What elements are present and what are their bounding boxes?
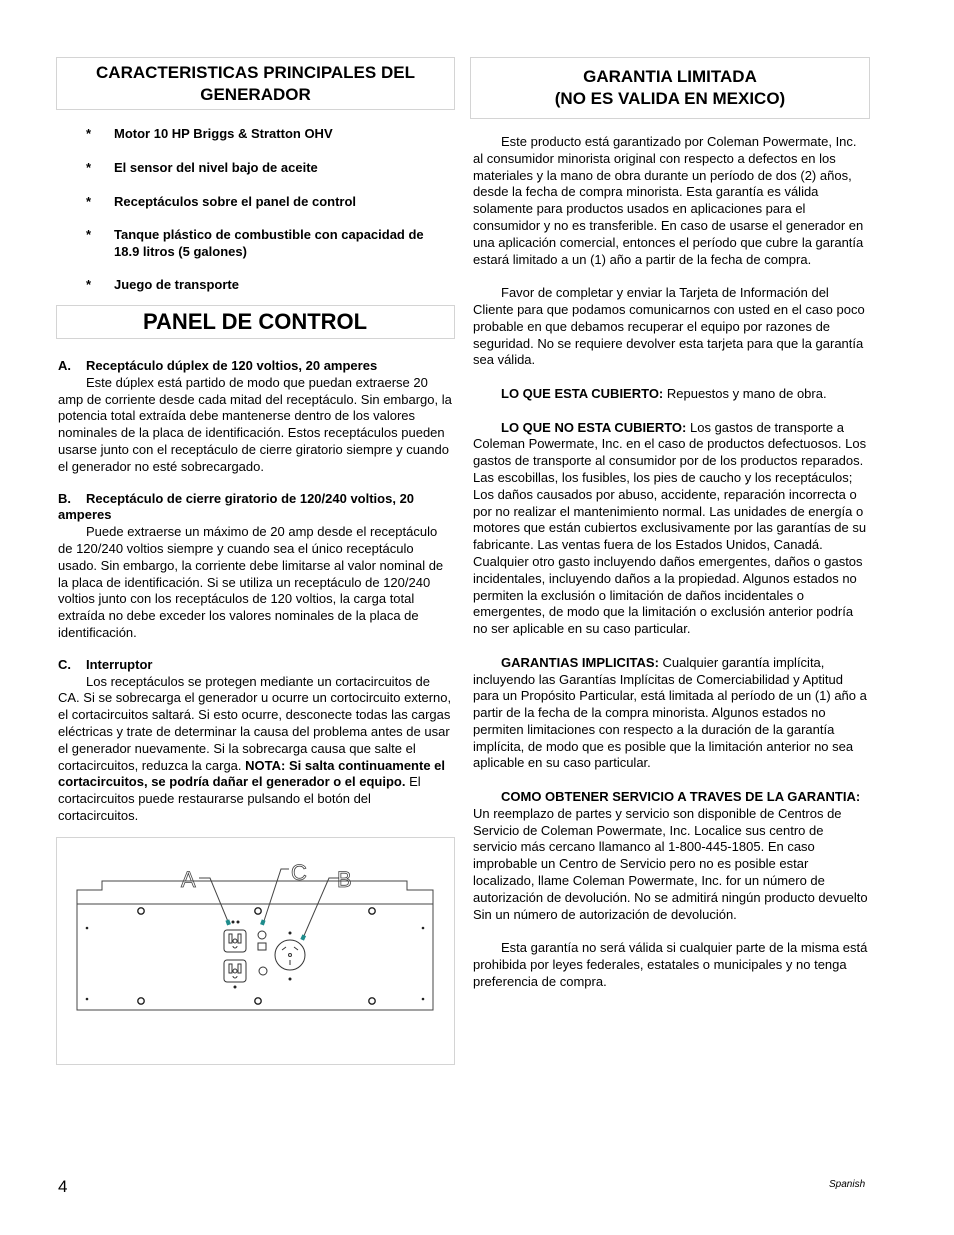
section-b-body: Puede extraerse un máximo de 20 amp desde el receptáculo de 120/240 voltios siempre y cuando sea el único receptáculo usado. Sin embargo, la corriente debe limitarse al valor nominal de la placa de identificación. Si se utiliza un receptáculo de 120/240 voltios junto con los receptáculos de 120 voltios, la carga total extraída no debe exceder los valores nominales de la placa de identificación. xyxy=(58,524,444,640)
diagram-label-a: A xyxy=(181,867,196,892)
section-c-body: Los receptáculos se protegen mediante un cortacircuitos de CA. Si se sobrecarga el generador u ocurre un cortocircuito externo, el cortacircuitos saltará. Si esto ocurre, desconecte todas las cargas eléctricas y trate de determinar la causa del problema antes de usar el generador nuevamente. Si la sobrecarga causa que salte el cortacircuitos, reduzca la carga. NOTA: Si salta continuamente el cortacircuitos, se podría dañar el generador o el equipo. El cortacircuitos puede restaurarse pulsando el botón del cortacircuitos. xyxy=(58,673,452,823)
section-c-note: NOTA: Si salta continuamente el cortacircuitos, se podría dañar el generador o el equipo. xyxy=(58,757,446,790)
warranty-title-box xyxy=(470,57,870,119)
features-title-box xyxy=(56,57,455,110)
diagram-label-b: B xyxy=(337,867,352,892)
panel-title: PANEL DE CONTROL xyxy=(143,309,368,334)
not-covered-paragraph: LO QUE NO ESTA CUBIERTO: Los gastos de transporte a Coleman Powermate, Inc. en el caso de productos defectuosos. Los gastos de transporte al consumidor por de los productos reparados. Las escobillas, los fusibles, los pies de caucho y los receptáculos; Los daños causados por abuso, accidente, reparación incorrecta o por no realizar el mantenimiento normal. Las unidades de energía o motores que están cubiertos exclusivamente por las garantías de su fabricante. Las ventas fuera de los Estados Unidos, Canadá. Cualquier otro gasto incluyendo daños emergentes, daños o gastos incidentales, incluyendo daños a la propiedad. Algunos estados no permiten la exclusión o limitación de daños incidentales o emergentes, de modo que la limitación o exclusión anterior podría no ser aplicable en su caso particular. xyxy=(473,419,867,637)
warranty-paragraph-2: Favor de completar y enviar la Tarjeta de Información del Cliente para que podamos comunicarnos con usted en el caso poco probable en que debamos recuperar el equipo por razones de seguridad. No se requiere devolver esta tarjeta para que la garantía sea válida. xyxy=(473,285,865,368)
page-number: 4 xyxy=(58,1177,68,1196)
warranty-title-line1: GARANTIA LIMITADA xyxy=(583,67,757,86)
diagram-label-c: C xyxy=(291,860,307,885)
implied-warranty-paragraph: GARANTIAS IMPLICITAS: Cualquier garantía implícita, incluyendo las Garantías Implícitas de Comerciabilidad y Aptitud para un Propósito Particular, está limitada al período de un (1) año a partir de la fecha de la compra minorista. Algunos estados no permiten limitaciones con respecto a la duración de la garantía implícita, de modo que es posible que la limitación anterior no sea aplicable en su caso particular. xyxy=(473,654,867,771)
panel-title-box xyxy=(56,305,455,339)
section-c-heading: C. Interruptor xyxy=(58,656,153,672)
control-panel-drawing xyxy=(57,838,454,1064)
service-paragraph: COMO OBTENER SERVICIO A TRAVES DE LA GARANTIA: Un reemplazo de partes y servicio son disponible de Centros de Servicio de Coleman Powermate, Inc. Localice sus centro de servicio más cercano llamanco al 1-800-445-1805. En caso improbable un Centro de Servicio pero no es posible estar localizado, llame Coleman Powermate, Inc. for un número de autorización de devolución. No se admitirá ningún producto devuelto Sin un número de autorización de devolución. xyxy=(473,789,868,922)
warranty-paragraph-last: Esta garantía no será válida si cualquier parte de la misma está prohibida por leyes federales, estatales o municipales y no tenga preferencia de compra. xyxy=(473,940,868,989)
panel-sections xyxy=(58,358,454,825)
features-title-line2: GENERADOR xyxy=(200,84,311,104)
warranty-title-line2: (NO ES VALIDA EN MEXICO) xyxy=(554,89,786,108)
section-a-heading: A. Receptáculo dúplex de 120 voltios, 20 amperes xyxy=(58,358,378,373)
control-panel-diagram xyxy=(56,837,455,1065)
warranty-text xyxy=(473,134,869,991)
section-a-body: Este dúplex está partido de modo que puedan extraerse 20 amp de corriente desde cada mitad del receptáculo. Sin embargo, la potencia total extraída debe mantenerse dentro de los valores nominales de la placa de identificación. Estos receptáculos pueden usarse junto con el receptáculo de cierre giratorio siempre y cuando el generador no esté sobrecargado. xyxy=(58,374,452,474)
covered-paragraph: LO QUE ESTA CUBIERTO: Repuestos y mano de obra. xyxy=(501,385,827,401)
features-title-line1: CARACTERISTICAS PRINCIPALES DEL xyxy=(96,62,415,82)
language-label: Spanish xyxy=(829,1179,866,1190)
warranty-paragraph-1: Este producto está garantizado por Coleman Powermate, Inc. al consumidor minorista original con respecto a defectos en los materiales y la mano de obra durante un período de dos (2) años, desde la fecha de compra minorista. Esta garantía es válida solamente para productos usados en aplicaciones para el consumidor y no es transferible. En caso de usarse el generador en una aplicación comercial, entonces el período que cubre la garantía estará limitado a un (1) año a partir de la fecha de compra. xyxy=(473,134,864,267)
section-b-heading: B. Receptáculo de cierre giratorio de 120/240 voltios, 20 amperes xyxy=(58,490,415,523)
